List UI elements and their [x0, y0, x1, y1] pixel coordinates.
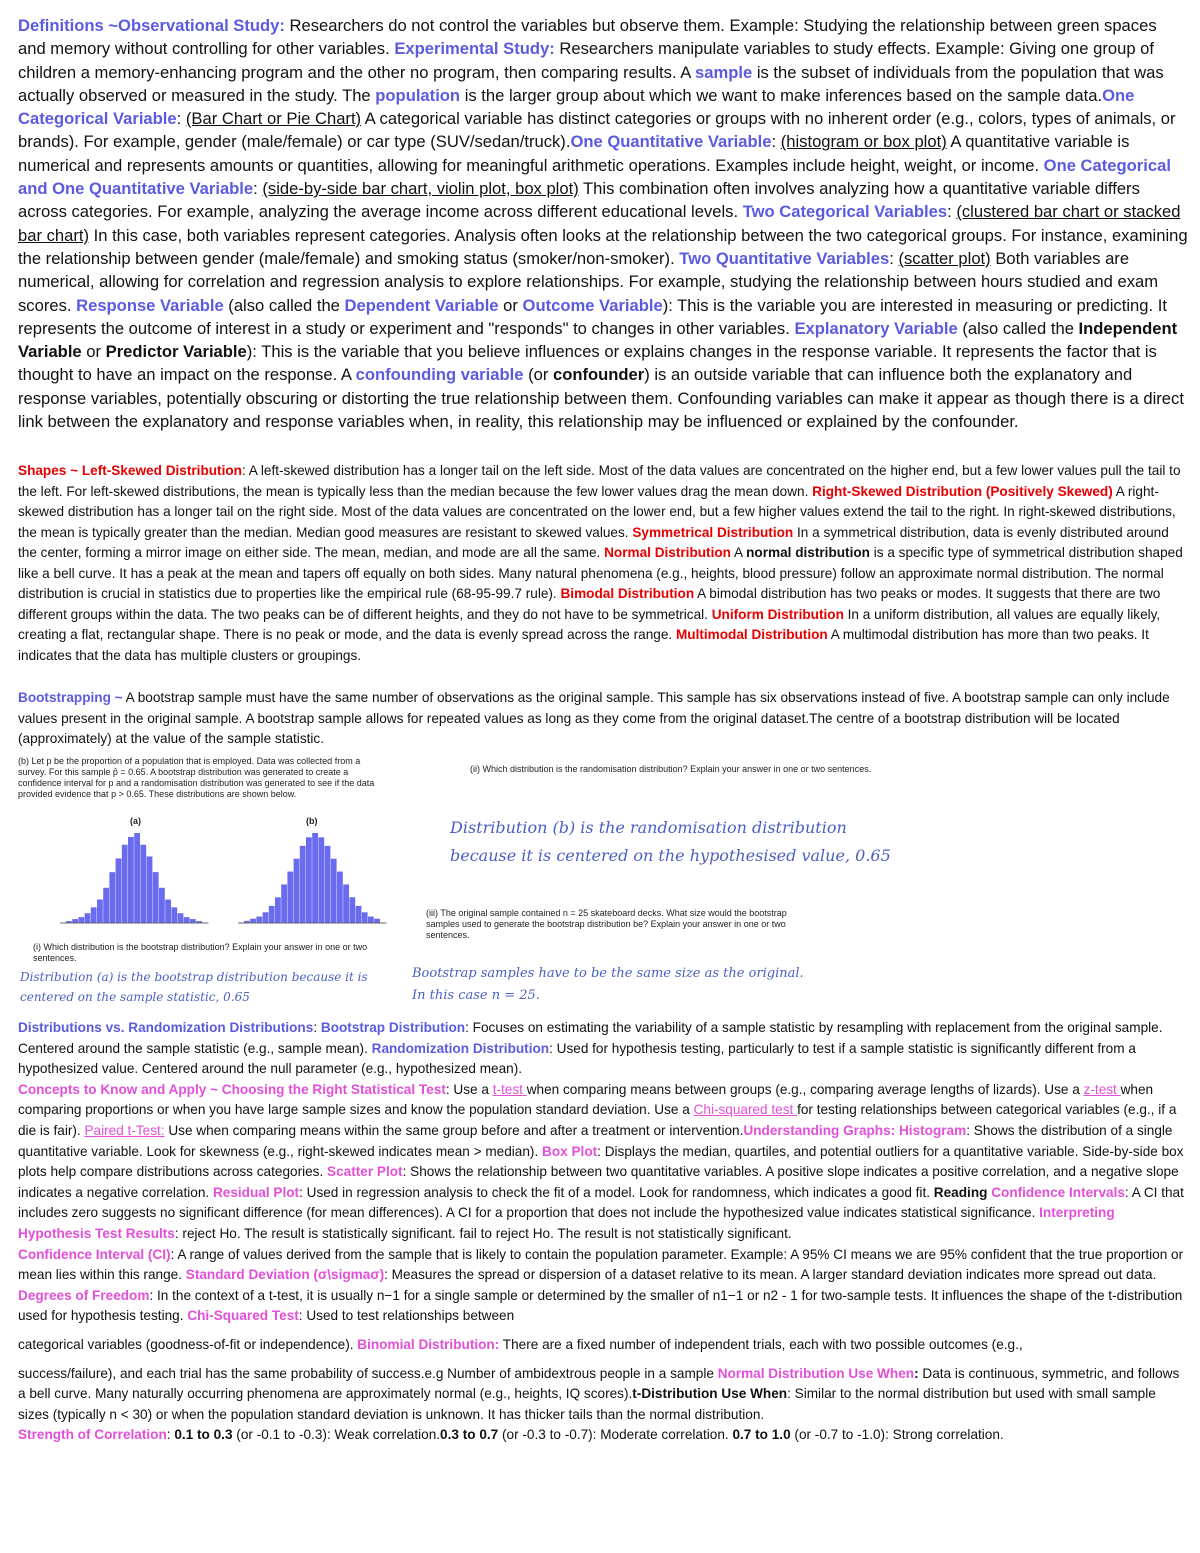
body-text: : Shows the distribution of a single quantitative variable. Look for skewness (e.g., right-skewed indicates mean > median).: [18, 1122, 1173, 1159]
term-blue: One Quantitative Variable: [570, 132, 772, 152]
body-text: is the subset of individuals from the population that was actually observed or measured in the study. The: [18, 62, 1164, 105]
term-red: Right-Skewed Distribution (Positively Skewed): [812, 483, 1113, 499]
term-upink: t-test: [492, 1081, 527, 1097]
question-i-text: (i) Which distribution is the bootstrap distribution? Explain your answer in one or two sentences.: [33, 942, 368, 963]
line-gap: [18, 1356, 1188, 1364]
hist-bar: [165, 900, 171, 923]
term-pink: Binomial Distribution:: [357, 1336, 500, 1352]
answer-iii-line2: In this case n = 25.: [412, 988, 540, 1003]
body-text: : In the context of a t-test, it is usually n−1 for a single sample or determined by the smaller of n1−1 or n2 - 1 for two-sample tests. It influences the shape of the t-distribution used for hypothesis testing.: [18, 1287, 1183, 1324]
hist-bar: [147, 856, 153, 923]
body-text: when comparing means between groups (e.g., comparing average lengths of lizards). Use a: [526, 1081, 1084, 1097]
body-text: : Measures the spread or dispersion of a dataset relative to its mean. A larger standard deviation indicates more spread out data.: [384, 1267, 1157, 1283]
body-text: There are a fixed number of independent trials, each with two possible outcomes (e.g.,: [499, 1336, 1023, 1352]
body-text: A bootstrap sample must have the same number of observations as the original sample. This sample has six observations instead of five. A bootstrap sample can only include values present in the original sample. A bootstrap sample allows for repeated values as long as they come from the original dataset.The centre of a bootstrap distribution will be located (approximately) at the value of the sample statistic.: [18, 690, 1170, 746]
body-text: success/failure), and each trial has the same probability of success.e.g Number of ambidextrous people in a sample: [18, 1365, 718, 1381]
line-gap: [18, 1327, 1188, 1335]
term-red: Symmetrical Distribution: [632, 524, 794, 540]
bootstrapping-section: [18, 688, 1188, 750]
body-text: :: [313, 1020, 321, 1035]
hist-bar: [356, 906, 362, 923]
body-text: (or -0.7 to -1.0): Strong correlation.: [790, 1427, 1004, 1443]
body-text: In a uniform distribution, all values are equally likely, creating a flat, rectangular shape. There is no peak or mode, and the data is evenly spread across the range.: [18, 606, 1161, 642]
body-text: is a specific type of symmetrical distribution shaped like a bell curve. It has a peak at the mean and tapers off equally on both sides. Many natural phenomena (e.g., heights, blood pressure) follow an approximate normal distribution. The normal distribution is crucial in statistics due to properties like the empirical rule (68-95-99.7 rule).: [18, 545, 1183, 601]
term-pink: Box Plot: [542, 1143, 598, 1159]
body-text: This combination often involves analyzing how a quantitative variable differs across categories. For example, analyzing the average income across different educational levels.: [18, 179, 1140, 222]
hist-bar: [256, 917, 262, 923]
hist-bar: [281, 884, 287, 923]
term-blue: Response Variable: [76, 295, 224, 315]
hist-bar: [91, 907, 97, 923]
body-text: : Used for hypothesis testing, particularly to test if a sample statistic is significantly different from a hypothesized value. Centered around the null parameter (e.g., hypothesized mean).: [18, 1040, 1136, 1077]
term-red: Multimodal Distribution: [675, 627, 828, 642]
hist-bar: [184, 917, 190, 923]
term-pink: Concepts to Know and Apply ~ Choosing the Right Statistical Test: [18, 1081, 446, 1097]
body-text: A quantitative variable is numerical and represents amounts or quantities, allowing for meaningful arithmetic operations. Examples include height, weight, or income.: [18, 132, 1130, 175]
term-bld: Reading: [933, 1184, 992, 1200]
body-text: : Used to test relationships between: [298, 1308, 515, 1324]
term-pink: Strength of Correlation: [18, 1427, 167, 1443]
hist-bar: [78, 917, 84, 923]
term-u: (scatter plot): [898, 248, 991, 268]
definitions-section: [18, 14, 1188, 433]
question-b-text: (b) Let p be the proportion of a population that is employed. Data was collected from a survey. For this sample p̂ = 0.65. A bootstrap distribution was generated to create a confidence interval for p and a randomisation distribution was generated to see if the data provided evidence that p > 0.65. These distributions are shown below.: [18, 756, 375, 799]
hist-a-label: (a): [130, 816, 141, 826]
term-pink: Scatter Plot: [327, 1164, 403, 1180]
hist-b-label: (b): [306, 816, 318, 826]
term-pink: Chi-Squared Test: [187, 1308, 299, 1324]
worksheet-image: [18, 756, 948, 1011]
body-text: (or -0.1 to -0.3): Weak correlation.: [232, 1427, 441, 1443]
term-bld: :: [914, 1365, 923, 1381]
term-red: Shapes ~ Left-Skewed Distribution: [18, 463, 242, 478]
body-text: Researchers manipulate variables to study effects. Example: Giving one group of children a memory-enhancing program and the other no program, then comparing results. A: [18, 39, 1154, 82]
term-pink: Understanding Graphs: Histogram: [743, 1122, 967, 1138]
body-text: (or -0.3 to -0.7): Moderate correlation.: [498, 1427, 733, 1443]
hist-bar: [250, 919, 256, 923]
hist-bar: [116, 858, 122, 923]
term-pink: Residual Plot: [212, 1184, 300, 1200]
term-bld: 0.7 to 1.0: [732, 1427, 791, 1443]
term-blue: Two Categorical Variables: [742, 202, 948, 222]
hist-bar: [109, 872, 115, 923]
answer-i-line2: centered on the sample statistic, 0.65: [20, 990, 250, 1004]
term-blue: sample: [695, 62, 753, 82]
hist-bar: [368, 917, 374, 923]
term-u: (histogram or box plot): [780, 132, 947, 152]
term-u: (side-by-side bar chart, violin plot, box plot): [262, 179, 579, 199]
body-text: :: [947, 202, 957, 222]
histogram-b: [238, 833, 386, 923]
histogram-a: [60, 833, 208, 923]
body-text: : Use a: [445, 1081, 493, 1097]
term-blue: Dependent Variable: [344, 295, 499, 315]
answer-ii-line2: because it is centered on the hypothesised value, 0.65: [450, 846, 891, 865]
body-text: Data is continuous, symmetric, and follows a bell curve. Many naturally occurring phenomena are approximately normal (e.g., heights, IQ scores).: [18, 1365, 1180, 1402]
body-text: :: [889, 248, 899, 268]
term-bld: t-Distribution Use When: [632, 1386, 788, 1402]
body-text: A categorical variable has distinct categories or groups with no inherent order (e.g., colors, types of animals, or brands). For example, gender (male/female) or car type (SUV/sedan/truck).: [18, 109, 1176, 152]
body-text: : Displays the median, quartiles, and potential outliers for a quantitative variable. Side-by-side box plots help compare distributions across categories.: [18, 1143, 1184, 1180]
term-blue: Bootstrap Distribution: [320, 1020, 466, 1035]
hist-bar: [349, 897, 355, 923]
hist-bar: [134, 833, 140, 923]
hist-bar: [190, 919, 196, 923]
body-text: when comparing proportions or when you have large sample sizes and know the population standard deviation. Use a: [18, 1081, 1154, 1118]
hist-bar: [171, 907, 177, 923]
term-pink: Interpreting Hypothesis Test Results: [18, 1205, 1115, 1241]
term-bld: confounder: [552, 365, 645, 385]
hist-bar: [178, 913, 184, 923]
body-text: Researchers do not control the variables but observe them. Example: Studying the relationship between green spaces and memory without controlling for other variables.: [18, 16, 1157, 59]
histograms: [58, 828, 398, 938]
body-text: A bimodal distribution has two peaks or modes. It suggests that there are two different groups within the data. The two peaks can be of different heights, and they do not have to be symmetrical.: [18, 586, 1161, 622]
hist-bar: [343, 884, 349, 923]
answer-i-line1: Distribution (a) is the bootstrap distribution because it is: [20, 970, 368, 984]
term-bld: Predictor Variable: [105, 342, 247, 362]
term-pink: Standard Deviation (σ\sigmaσ): [185, 1267, 385, 1283]
body-text: (also called the: [223, 295, 345, 315]
body-text: : A CI that includes zero suggests no significant difference (for mean differences). A CI for a proportion that does not include the hypothesized value indicates statistical significance.: [18, 1184, 1184, 1221]
concepts-section: [18, 1018, 1188, 1446]
body-text: : Similar to the normal distribution but used with small sample sizes (typically n < 30) or when the population standard deviation is unknown. It has thicker tails than the normal distribution.: [18, 1386, 1156, 1422]
term-pink: Confidence Intervals: [991, 1184, 1125, 1200]
term-blue: population: [375, 85, 461, 105]
term-bld: 0.3 to 0.7: [440, 1427, 499, 1443]
term-pink: Degrees of Freedom: [18, 1287, 150, 1303]
hist-bar: [300, 846, 306, 923]
term-red: Normal Distribution: [604, 545, 731, 560]
hist-bar: [122, 845, 128, 923]
body-text: or: [498, 295, 523, 315]
body-text: (also called the: [957, 318, 1079, 338]
body-text: In a symmetrical distribution, data is evenly distributed around the center, forming a mirror image on either side. The mean, median, and mode are all the same.: [18, 524, 1169, 560]
term-u: (Bar Chart or Pie Chart): [185, 109, 362, 129]
hist-bar: [287, 872, 293, 923]
term-pink: Normal Distribution Use When: [717, 1365, 915, 1381]
body-text: A: [730, 545, 747, 560]
hist-bar: [306, 837, 312, 923]
hist-bar: [159, 888, 165, 923]
body-text: ): This is the variable that you believe influences or explains changes in the response variable. It represents the factor that is thought to have an impact on the response. A: [18, 342, 1157, 385]
term-bld: Independent Variable: [18, 318, 1178, 362]
term-blue: Bootstrapping ~: [18, 690, 123, 705]
term-blue: Explanatory Variable: [794, 318, 958, 338]
term-blue: One Categorical Variable: [18, 85, 1135, 129]
body-text: :: [176, 109, 186, 129]
term-bld: normal distribution: [746, 545, 870, 560]
term-bld: 0.1 to 0.3: [174, 1427, 233, 1443]
term-blue: Distributions vs. Randomization Distributions: [18, 1020, 314, 1035]
body-text: A right-skewed distribution has a longer tail on the right side. Most of the data values are concentrated on the lower end, but a few higher values extend the tail to the right. In right-skewed distributions, the mean is typically greater than the median. Median good measures are resistant to skewed values.: [18, 483, 1176, 540]
hist-bar: [312, 833, 318, 923]
hist-bar: [269, 906, 275, 923]
body-text: : Used in regression analysis to check the fit of a model. Look for randomness, which indicates a good fit.: [299, 1184, 934, 1200]
body-text: :: [253, 179, 263, 199]
hist-bar: [374, 919, 380, 923]
hist-bar: [325, 846, 331, 923]
hist-bar: [72, 919, 78, 923]
term-blue: Randomization Distribution: [371, 1040, 550, 1056]
body-text: ) is an outside variable that can influence both the explanatory and response variables, potentially obscuring or distorting the true relationship between them. Confounding variables can make it appear as though there is a direct link between the explanatory and response variables when, in reality, this relationship may be influenced or explained by the confounder.: [18, 365, 1184, 432]
term-upink: Chi-squared test: [693, 1102, 798, 1118]
hist-bar: [85, 913, 91, 923]
hist-bar: [294, 859, 300, 923]
body-text: :: [771, 132, 781, 152]
body-text: Both variables are numerical, allowing for correlation and regression analysis to explore relationships. For example, studying the relationship between hours studied and exam scores.: [18, 248, 1159, 315]
term-red: Uniform Distribution: [711, 606, 844, 622]
hist-bar: [318, 837, 324, 923]
hist-bar: [153, 872, 159, 923]
term-upink: Paired t-Test:: [84, 1122, 165, 1138]
term-blue: One Categorical and One Quantitative Variable: [18, 155, 1171, 199]
term-blue: Two Quantitative Variables: [679, 248, 890, 268]
body-text: : Shows the relationship between two quantitative variables. A positive slope indicates a positive correlation, and a negative slope indicates a negative correlation.: [18, 1164, 1179, 1200]
hist-bar: [97, 900, 103, 923]
term-blue: Outcome Variable: [522, 295, 663, 315]
term-red: Bimodal Distribution: [560, 586, 695, 601]
body-text: : reject Ho. The result is statistically significant. fail to reject Ho. The result is not statistically significant.: [174, 1225, 792, 1241]
body-text: In this case, both variables represent categories. Analysis often looks at the relationship between the two categorical groups. For instance, examining the relationship between gender (male/female) and smoking status (smoker/non-smoker).: [18, 225, 1188, 268]
answer-ii-line1: Distribution (b) is the randomisation distribution: [450, 818, 847, 837]
shapes-section: [18, 461, 1188, 666]
body-text: or: [81, 342, 106, 362]
hist-bar: [362, 912, 368, 923]
question-iii-text: (iii) The original sample contained n = 25 skateboard decks. What size would the bootstrap samples used to generate the bootstrap distribution be? Explain your answer in one or two sentences.: [426, 908, 787, 940]
answer-iii-line1: Bootstrap samples have to be the same size as the original.: [412, 966, 804, 981]
hist-bar: [263, 912, 269, 923]
body-text: :: [166, 1427, 175, 1443]
term-blue: confounding variable: [355, 365, 524, 385]
body-text: A multimodal distribution has more than two peaks. It indicates that the data has multiple clusters or groupings.: [18, 627, 1149, 663]
body-text: for testing relationships between categorical variables (e.g., if a die is fair).: [18, 1102, 1177, 1138]
hist-bar: [337, 872, 343, 923]
term-pink: Confidence Interval (CI): [18, 1246, 171, 1262]
body-text: Use when comparing means within the same group before and after a treatment or intervention.: [164, 1122, 744, 1138]
hist-bar: [275, 897, 281, 923]
hist-bar: [140, 845, 146, 923]
hist-bar: [128, 837, 134, 923]
term-blue: Definitions ~Observational Study:: [18, 16, 285, 35]
body-text: is the larger group about which we want to make inferences based on the sample data.: [460, 85, 1103, 105]
body-text: (or: [523, 365, 553, 385]
question-ii-text: (ii) Which distribution is the randomisation distribution? Explain your answer in one or two sentences.: [470, 764, 872, 774]
body-text: : A left-skewed distribution has a longer tail on the left side. Most of the data values are concentrated on the higher end, but a few lower values pull the tail to the left. For left-skewed distributions, the mean is typically less than the median because the few lower values drag the mean down.: [18, 463, 1181, 499]
body-text: : Focuses on estimating the variability of a sample statistic by resampling with replacement from the original sample. Centered around the sample statistic (e.g., sample mean).: [18, 1020, 1163, 1056]
term-blue: Experimental Study:: [394, 39, 555, 59]
body-text: ): This is the variable you are interested in measuring or predicting. It represents the outcome of interest in a study or experiment and "responds" to changes in other variables.: [18, 295, 1167, 338]
body-text: : A range of values derived from the sample that is likely to contain the population parameter. Example: A 95% CI means we are 95% confident that the true proportion or mean lies within this range.: [18, 1246, 1184, 1283]
term-upink: z-test: [1083, 1081, 1121, 1097]
hist-bar: [331, 859, 337, 923]
hist-bar: [103, 888, 109, 923]
body-text: categorical variables (goodness-of-fit or independence).: [18, 1336, 358, 1352]
term-u: (clustered bar chart or stacked bar chart): [18, 202, 1181, 245]
